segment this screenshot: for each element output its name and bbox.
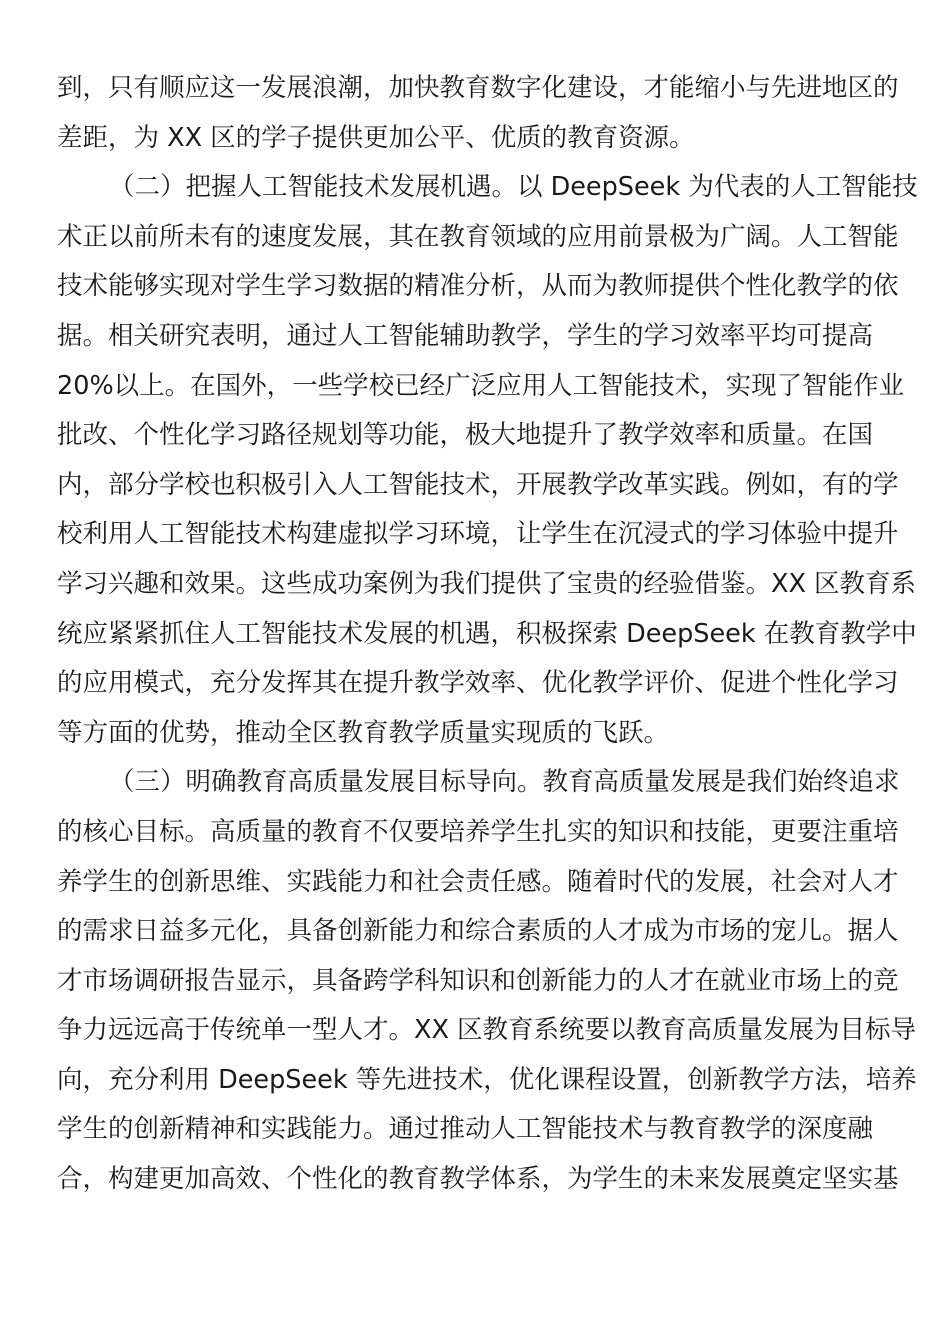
text-line: 统应紧紧抓住人工智能技术发展的机遇，积极探索 DeepSeek 在教育教学中	[57, 618, 917, 649]
text-line: 差距，为 XX 区的学子提供更加公平、优质的教育资源。	[57, 122, 695, 153]
text-line: 养学生的创新思维、实践能力和社会责任感。随着时代的发展，社会对人才	[57, 866, 899, 897]
text-line: 学习兴趣和效果。这些成功案例为我们提供了宝贵的经验借鉴。XX 区教育系	[57, 568, 917, 599]
text-line: 术正以前所未有的速度发展，其在教育领域的应用前景极为广阔。人工智能	[57, 221, 899, 252]
document-body	[57, 64, 918, 1205]
text-line: 技术能够实现对学生学习数据的精准分析，从而为教师提供个性化教学的依	[57, 271, 899, 302]
text-line: 合，构建更加高效、个性化的教育教学体系，为学生的未来发展奠定坚实基	[57, 1164, 899, 1195]
section-two-heading-line: （二）把握人工智能技术发展机遇。以 DeepSeek 为代表的人工智能技	[109, 172, 918, 203]
text-line: 内，部分学校也积极引入人工智能技术，开展教学改革实践。例如，有的学	[57, 469, 899, 500]
text-line: 的核心目标。高质量的教育不仅要培养学生扎实的知识和技能，更要注重培	[57, 816, 899, 847]
text-line: 到，只有顺应这一发展浪潮，加快教育数字化建设，才能缩小与先进地区的	[57, 73, 899, 103]
text-line: 20%以上。在国外，一些学校已经广泛应用人工智能技术，实现了智能作业	[57, 370, 905, 401]
text-line: 批改、个性化学习路径规划等功能，极大地提升了教学效率和质量。在国	[57, 420, 874, 451]
text-line: 校利用人工智能技术构建虚拟学习环境，让学生在沉浸式的学习体验中提升	[57, 519, 899, 550]
text-line: 据。相关研究表明，通过人工智能辅助教学，学生的学习效率平均可提高	[57, 320, 874, 351]
text-line: 才市场调研报告显示，具备跨学科知识和创新能力的人才在就业市场上的竞	[57, 965, 899, 996]
text-line: 等方面的优势，推动全区教育教学质量实现质的飞跃。	[57, 717, 670, 748]
text-line: 学生的创新精神和实践能力。通过推动人工智能技术与教育教学的深度融	[57, 1114, 874, 1145]
text-line: 的应用模式，充分发挥其在提升教学效率、优化教学评价、促进个性化学习	[57, 668, 899, 699]
section-three-heading-line: （三）明确教育高质量发展目标导向。教育高质量发展是我们始终追求	[109, 767, 900, 798]
text-line: 向，充分利用 DeepSeek 等先进技术，优化课程设置，创新教学方法，培养	[57, 1064, 917, 1095]
text-line: 争力远远高于传统单一型人才。XX 区教育系统要以教育高质量发展为目标导	[57, 1015, 917, 1046]
text-line: 的需求日益多元化，具备创新能力和综合素质的人才成为市场的宠儿。据人	[57, 916, 899, 947]
